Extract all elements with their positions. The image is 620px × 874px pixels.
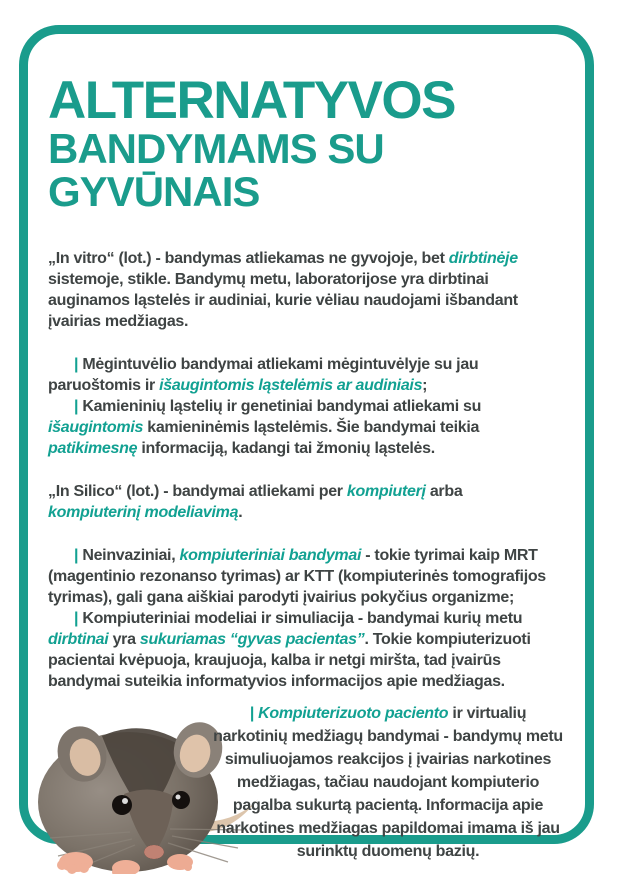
- bullet-bar: |: [74, 355, 83, 373]
- text-run: paruoštomis ir: [48, 376, 160, 394]
- text-run: bandymai suteikia informatyvios informacijos apie medžiagas.: [48, 672, 505, 690]
- accent-phrase: dirbtinai: [48, 630, 109, 648]
- text-run: tyrimas), gali gana aiškiai parodyti įvairius pokyčius organizme;: [48, 588, 515, 606]
- accent-phrase: dirbtinėje: [448, 249, 518, 267]
- text-section: [48, 545, 588, 692]
- accent-phrase: patikimesnę: [48, 439, 138, 457]
- text-run: medžiagas, tačiau naudojant kompiuterio: [236, 773, 540, 791]
- text-run: Neinvaziniai,: [82, 546, 180, 564]
- text-run: narkotinių medžiagų bandymai - bandymų metu: [213, 727, 563, 745]
- bullet-bar: |: [74, 397, 83, 415]
- accent-phrase: sukuriamas “gyvas pacientas”: [139, 630, 365, 648]
- bullet-bar: |: [74, 546, 83, 564]
- body-text: [48, 248, 588, 692]
- text-run: - bandymas atliekamas ne gyvojoje, bet: [155, 249, 449, 267]
- text-run: „In vitro“ (lot.): [48, 249, 156, 267]
- text-run: kamieninėmis ląstelėmis. Šie bandymai teikia: [143, 418, 480, 436]
- accent-phrase: Kompiuterizuoto paciento: [258, 704, 449, 722]
- bullet-bar: |: [74, 609, 83, 627]
- text-section: [188, 702, 588, 863]
- text-run: . Tokie kompiuterizuoti: [364, 630, 531, 648]
- text-run: Mėgintuvėlio bandymai atliekami mėgintuvėlyje su jau: [82, 355, 479, 373]
- paragraph: [48, 354, 588, 396]
- accent-phrase: kompiuterinį modeliavimą: [48, 503, 239, 521]
- title-line-1: ALTERNATYVOS: [48, 71, 455, 130]
- text-run: Kompiuteriniai modeliai ir simuliacija - bandymai kurių metu: [82, 609, 523, 627]
- text-run: Kamieninių ląstelių ir genetiniai bandymai atliekami su: [82, 397, 482, 415]
- accent-phrase: išaugintomis: [48, 418, 144, 436]
- text-run: .: [238, 503, 243, 521]
- text-run: informaciją, kadangi tai žmonių ląstelės.: [137, 439, 435, 457]
- paragraph: [48, 248, 588, 332]
- bullet-bar: |: [249, 704, 259, 722]
- text-run: „In Silico“ (lot.): [48, 482, 164, 500]
- rat-eye-left: [112, 795, 132, 815]
- paragraph: [48, 396, 588, 459]
- bottom-text: [188, 702, 588, 863]
- text-run: arba: [425, 482, 463, 500]
- eye-highlight-right: [176, 794, 181, 799]
- paragraph: [48, 608, 588, 692]
- text-section: [48, 354, 588, 459]
- text-run: (magentinio rezonanso tyrimas) ar KTT (kompiuterinės tomografijos: [48, 567, 546, 585]
- text-run: surinktų duomenų bazių.: [296, 842, 480, 860]
- text-section: [48, 248, 588, 332]
- text-run: ;: [422, 376, 428, 394]
- accent-phrase: kompiuterį: [346, 482, 426, 500]
- accent-phrase: kompiuteriniai bandymai: [179, 546, 362, 564]
- text-run: simuliuojamos reakcijos į įvairias narkotines: [224, 750, 552, 768]
- text-run: - tokie tyrimai kaip MRT: [361, 546, 538, 564]
- paragraph: [188, 702, 588, 863]
- paragraph: [48, 545, 588, 608]
- text-run: sistemoje, stikle. Bandymų metu, laboratorijose yra dirbtinai: [48, 270, 489, 288]
- title-line-2: BANDYMAMS SU GYVŪNAIS: [48, 125, 384, 215]
- paragraph: [48, 481, 588, 523]
- text-run: pagalba sukurtą pacientą. Informacija apie: [232, 796, 544, 814]
- accent-phrase: išaugintomis ląstelėmis ar audiniais: [159, 376, 423, 394]
- page-title: [48, 71, 588, 215]
- text-run: įvairias medžiagas.: [48, 312, 189, 330]
- poster-content: [48, 60, 588, 874]
- text-section: [48, 481, 588, 523]
- text-run: narkotines medžiagas papildomai imama iš jau: [216, 819, 560, 837]
- text-run: ir virtualių: [448, 704, 527, 722]
- text-run: auginamos ląstelės ir audiniai, kurie vėliau naudojami išbandant: [48, 291, 518, 309]
- eye-highlight-left: [122, 798, 128, 804]
- text-run: pacientai kvėpuoja, kraujuoja, kalba ir netgi miršta, tad įvairūs: [48, 651, 501, 669]
- text-run: yra: [108, 630, 140, 648]
- text-run: - bandymai atliekami per: [163, 482, 347, 500]
- bottom-row: [48, 700, 588, 874]
